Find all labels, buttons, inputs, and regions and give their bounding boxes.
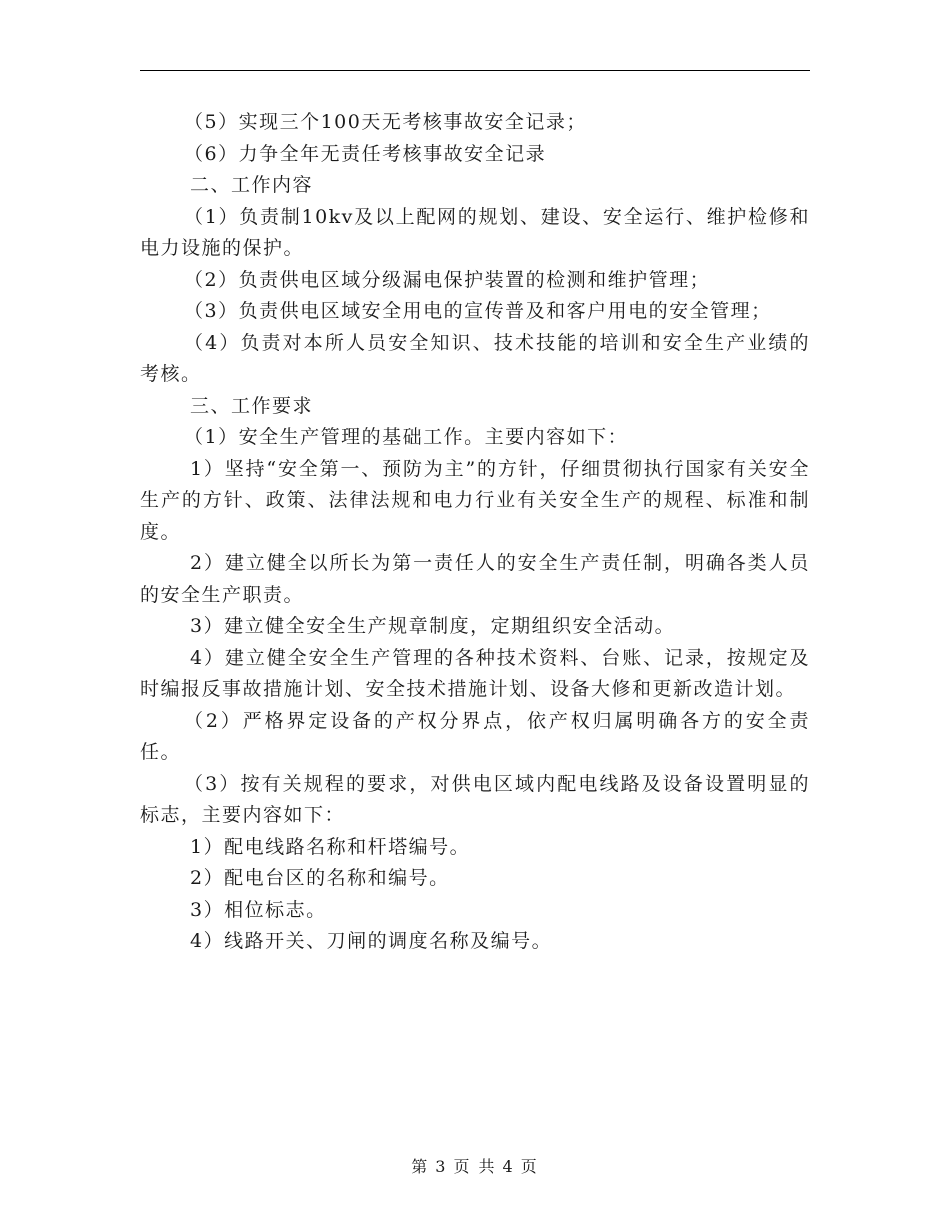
footer-total-pages: 4	[502, 1157, 515, 1176]
section-heading-work-requirements: 三、工作要求	[190, 394, 314, 417]
paragraph-content-1: （1）负责制10kv及以上配网的规划、建设、安全运行、维护检修和电力设施的保护。	[140, 205, 810, 259]
paragraph-requirement-1-item-4: 4）建立健全安全生产管理的各种技术资料、台账、记录，按规定及时编报反事故措施计划、安全技术措施计划、设备大修和更新改造计划。	[140, 646, 810, 700]
paragraph-content-2: （2）负责供电区域分级漏电保护装置的检测和维护管理；	[184, 268, 711, 291]
paragraph-goal-6: （6）力争全年无责任考核事故安全记录	[184, 142, 547, 165]
paragraph-requirement-3-item-3: 3）相位标志。	[190, 898, 327, 921]
document-body	[140, 107, 810, 958]
footer-suffix: 页	[520, 1157, 539, 1176]
paragraph-requirement-1-item-3: 3）建立健全安全生产规章制度，定期组织安全活动。	[190, 615, 676, 637]
paragraph-requirement-3-item-1: 1）配电线路名称和杆塔编号。	[190, 835, 471, 858]
paragraph-requirement-3: （3）按有关规程的要求，对供电区域内配电线路及设备设置明显的标志，主要内容如下：	[140, 772, 810, 826]
footer-current-page: 3	[435, 1157, 448, 1176]
paragraph-requirement-1-item-1: 1）坚持“安全第一、预防为主”的方针，仔细贯彻执行国家有关安全生产的方针、政策、法律法规和电力行业有关安全生产的规程、标准和制度。	[140, 457, 810, 543]
paragraph-requirement-1-item-2: 2）建立健全以所长为第一责任人的安全生产责任制，明确各类人员的安全生产职责。	[140, 552, 810, 606]
footer-middle: 页 共	[453, 1157, 497, 1176]
section-heading-work-content: 二、工作内容	[190, 174, 314, 196]
footer-prefix: 第	[411, 1157, 430, 1176]
paragraph-goal-5: （5）实现三个100天无考核事故安全记录；	[184, 111, 587, 133]
header-rule	[140, 70, 810, 71]
paragraph-requirement-2: （2）严格界定设备的产权分界点，依产权归属明确各方的安全责任。	[140, 709, 810, 763]
paragraph-requirement-3-item-4: 4）线路开关、刀闸的调度名称及编号。	[190, 930, 553, 952]
paragraph-requirement-3-item-2: 2）配电台区的名称和编号。	[190, 867, 450, 889]
paragraph-content-4: （4）负责对本所人员安全知识、技术技能的培训和安全生产业绩的考核。	[140, 331, 810, 385]
page-footer	[0, 1154, 950, 1177]
paragraph-content-3: （3）负责供电区域安全用电的宣传普及和客户用电的安全管理；	[184, 300, 772, 322]
paragraph-requirement-1: （1）安全生产管理的基础工作。主要内容如下：	[184, 426, 629, 448]
